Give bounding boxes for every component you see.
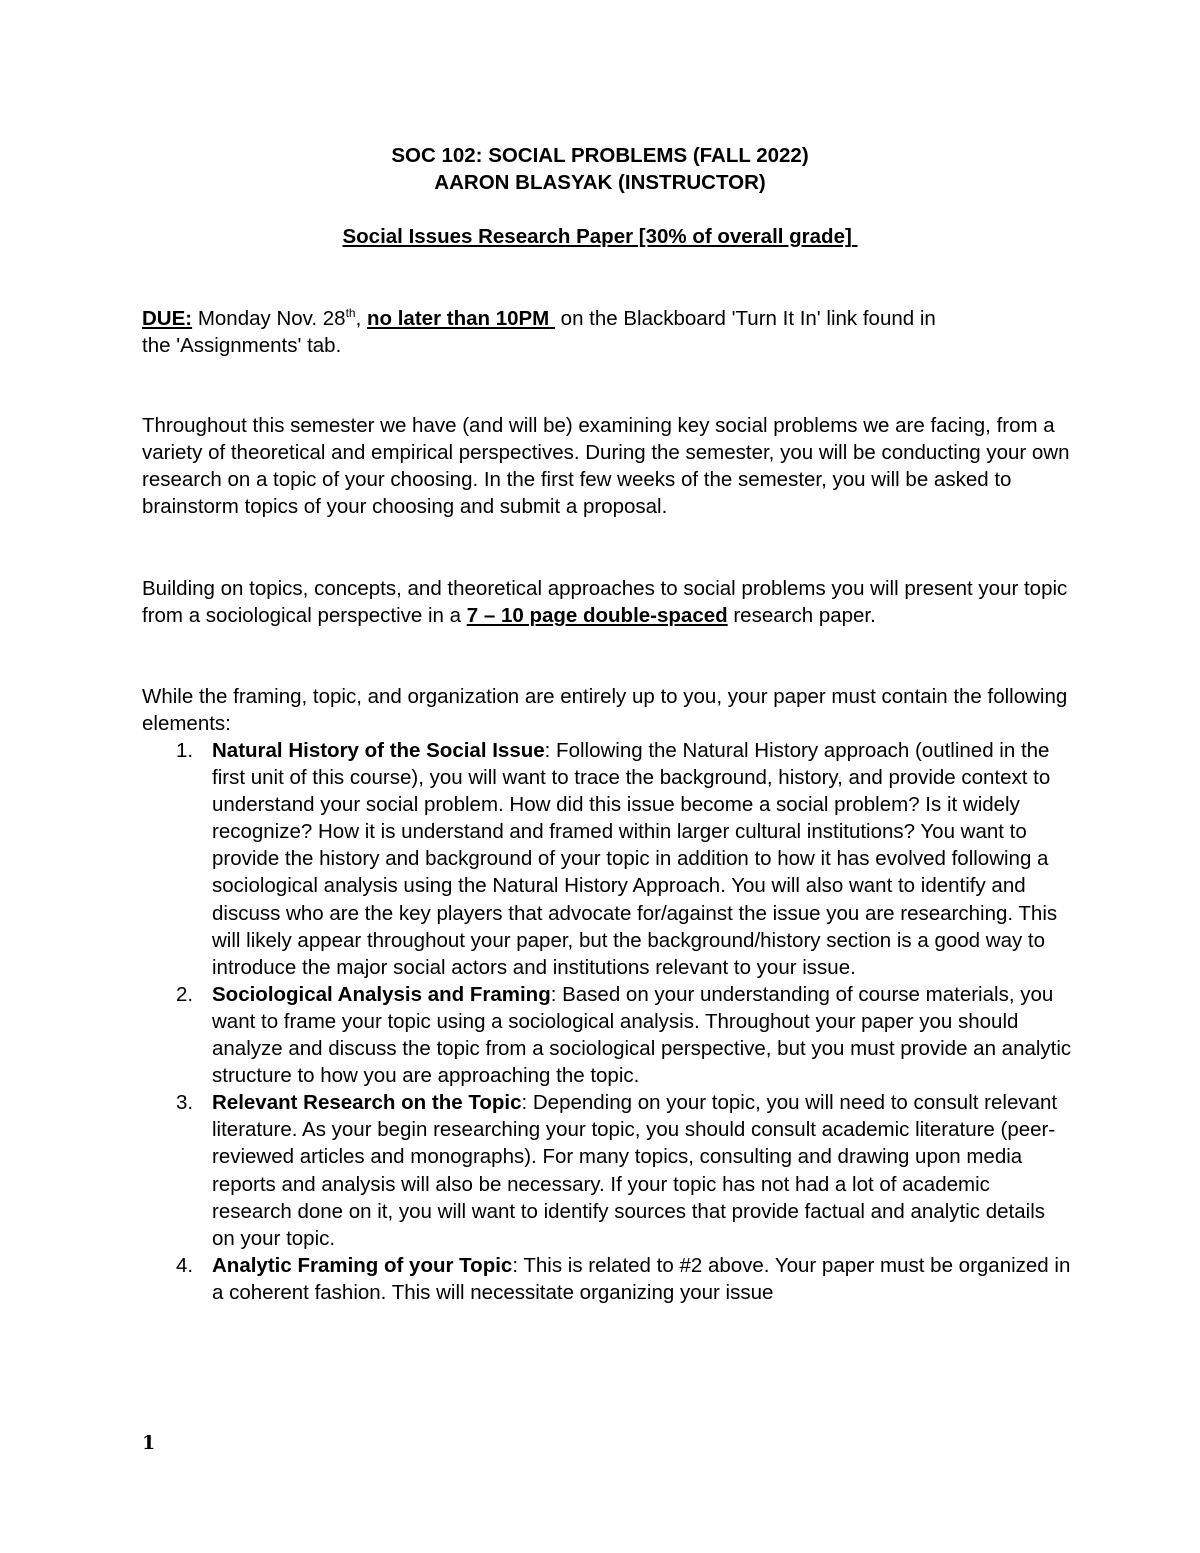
course-title: SOC 102: SOCIAL PROBLEMS (FALL 2022) <box>391 144 809 167</box>
due-comma: , <box>355 307 362 330</box>
due-day: Monday Nov. 28 <box>197 307 346 330</box>
list-item-text: : This is related to #2 above. Your paper must be organized in a coherent fashion. This will necessitate organizing your issue <box>212 1253 1071 1304</box>
page-length-requirement: 7 – 10 page double-spaced <box>466 604 728 628</box>
scope-text-end: research paper. <box>733 604 876 628</box>
due-section <box>142 305 1072 359</box>
required-elements-list <box>142 737 1072 1306</box>
list-number: 4. <box>176 1253 194 1277</box>
list-number: 3. <box>176 1091 194 1115</box>
framing-paragraph: While the framing, topic, and organization are entirely up to you, your paper must contain the following elements: <box>142 685 1068 736</box>
list-number: 1. <box>176 739 194 762</box>
list-number: 2. <box>176 982 194 1006</box>
list-item-title: Sociological Analysis and Framing <box>212 982 551 1006</box>
list-item-text: : Following the Natural History approach (outlined in the first unit of this course), you will want to trace the background, history, and provide context to understand your social problem. How did this issue become a social problem? Is it widely recognize? How it is understand and framed within larger cultural institutions? You want to provide the history and background of your topic in addition to how it has evolved following a sociological analysis using the Natural History Approach. You will also want to identify and discuss who are the key players that advocate for/against the issue you are researching. This will likely appear throughout your paper, but the background/history section is a good way to introduce the major social actors and institutions relevant to your issue. <box>212 739 1058 979</box>
intro-paragraph: Throughout this semester we have (and will be) examining key social problems we are facing, from a variety of theoretical and empirical perspectives. During the semester, you will be conducting your own research on a topic of your choosing. In the first few weeks of the semester, you will be asked to brainstorm topics of your choosing and submit a proposal. <box>142 414 1070 519</box>
list-item <box>142 1252 1072 1306</box>
scope-text: Building on topics, concepts, and theoretical approaches to social problems you will present your topic from a sociological perspective in a <box>142 577 1068 628</box>
due-deadline: no later than 10PM <box>367 307 550 330</box>
due-day-suffix: th <box>345 306 356 321</box>
list-item-title: Analytic Framing of your Topic <box>212 1253 513 1277</box>
assignment-title-text: Social Issues Research Paper [30% of overall grade] <box>342 225 852 248</box>
assignment-title <box>0 224 1200 250</box>
list-item-title: Natural History of the Social Issue <box>212 739 545 762</box>
list-item <box>142 981 1072 1089</box>
list-item-text: : Depending on your topic, you will need to consult relevant literature. As your begin researching your topic, you should consult academic literature (peer-reviewed articles and monographs). For many topics, consulting and drawing upon media reports and analysis will also be necessary. If your topic has not had a lot of academic research done on it, you will want to identify sources that provide factual and analytic details on your topic. <box>212 1091 1058 1250</box>
list-item <box>142 1089 1072 1252</box>
list-item <box>142 737 1072 981</box>
list-item-title: Relevant Research on the Topic <box>212 1091 522 1115</box>
instructor-name: AARON BLASYAK (INSTRUCTOR) <box>434 171 766 194</box>
page-number: 1 <box>142 1432 156 1454</box>
due-location-cont: the 'Assignments' tab. <box>142 334 342 358</box>
scope-paragraph <box>142 575 1072 629</box>
due-label: DUE: <box>142 307 193 330</box>
due-location: on the Blackboard 'Turn It In' link found in <box>560 307 936 330</box>
list-item-text: : Based on your understanding of course materials, you want to frame your topic using a sociological analysis. Throughout your paper you should analyze and discuss the topic from a sociological perspective, but you must provide an analytic structure to how you are approaching the topic. <box>212 982 1072 1088</box>
